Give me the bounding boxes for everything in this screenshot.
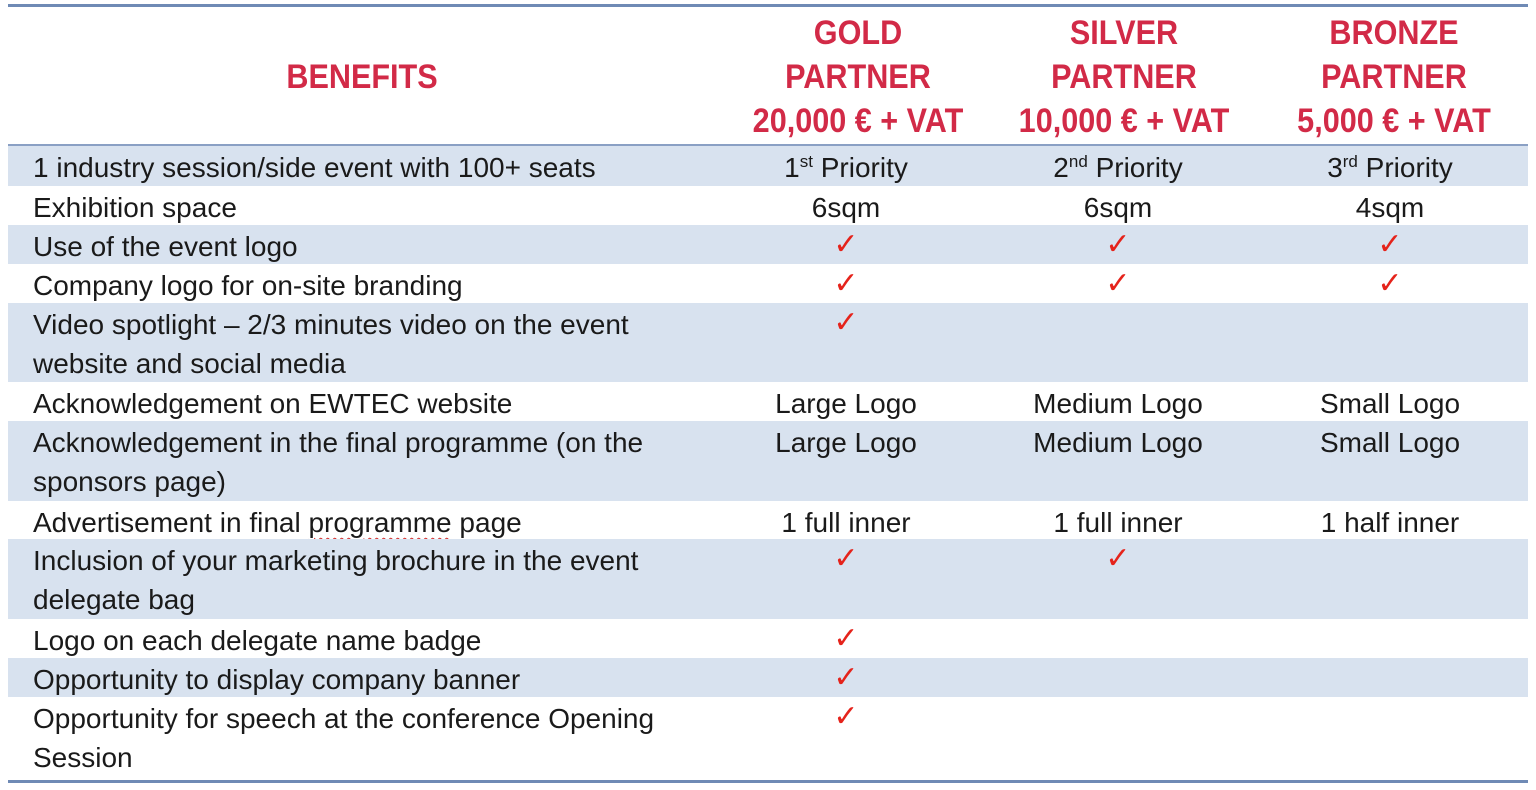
header-gold-partner — [732, 10, 984, 144]
bronze-value: 4sqm — [1355, 192, 1425, 223]
checkmark-icon: ✓ — [833, 267, 859, 300]
header-bronze-partner — [1268, 10, 1520, 144]
benefits-table-body — [8, 146, 1528, 775]
silver-value: 6sqm — [1083, 192, 1153, 223]
gold-tier-name: GOLD — [813, 14, 903, 52]
table-row — [8, 539, 1528, 619]
table-row — [8, 501, 1528, 539]
table-row — [8, 619, 1528, 658]
table-row — [8, 658, 1528, 697]
gold-tier-label: PARTNER — [785, 58, 931, 96]
bronze-tier-price: 5,000 € + VAT — [1297, 102, 1491, 140]
benefit-label: Acknowledgement on EWTEC website — [33, 388, 513, 419]
table-row — [8, 382, 1528, 421]
gold-value: 1st Priority — [784, 152, 908, 183]
gold-value: 1 full inner — [781, 507, 911, 538]
checkmark-icon: ✓ — [833, 542, 859, 575]
header-silver-partner — [998, 10, 1250, 144]
benefit-label: Exhibition space — [33, 192, 237, 223]
bronze-value: 3rd Priority — [1327, 152, 1453, 183]
benefit-label: Advertisement in final programme page — [33, 507, 522, 538]
table-row — [8, 421, 1528, 501]
bronze-value: Small Logo — [1319, 388, 1461, 419]
spellcheck-flagged-word: programme — [308, 507, 452, 538]
benefit-label: Inclusion of your marketing brochure in the event delegate bag — [33, 545, 639, 615]
gold-value: 6sqm — [811, 192, 881, 223]
benefit-label: Opportunity for speech at the conference Opening Session — [33, 703, 655, 773]
gold-tier-price: 20,000 € + VAT — [752, 102, 964, 140]
silver-value: 1 full inner — [1053, 507, 1183, 538]
table-row — [8, 697, 1528, 775]
table-row — [8, 303, 1528, 382]
table-row — [8, 186, 1528, 225]
table-row — [8, 264, 1528, 303]
bronze-value: Small Logo — [1319, 427, 1461, 458]
benefit-label: Acknowledgement in the final programme (on the sponsors page) — [33, 427, 644, 497]
table-row — [8, 225, 1528, 264]
bronze-tier-name: BRONZE — [1329, 14, 1459, 52]
checkmark-icon: ✓ — [833, 306, 859, 339]
header-benefits: BENEFITS — [286, 58, 438, 96]
gold-value: Large Logo — [775, 427, 917, 458]
checkmark-icon: ✓ — [833, 622, 859, 655]
benefit-label: Company logo for on-site branding — [33, 270, 463, 301]
silver-tier-name: SILVER — [1069, 14, 1179, 52]
silver-tier-label: PARTNER — [1051, 58, 1197, 96]
bronze-value: 1 half inner — [1320, 507, 1460, 538]
checkmark-icon: ✓ — [1105, 542, 1131, 575]
silver-value: 2nd Priority — [1053, 152, 1183, 183]
table-top-rule — [8, 4, 1528, 7]
checkmark-icon: ✓ — [833, 661, 859, 694]
benefit-label: Use of the event logo — [33, 231, 298, 262]
checkmark-icon: ✓ — [833, 228, 859, 261]
checkmark-icon: ✓ — [1105, 267, 1131, 300]
silver-tier-price: 10,000 € + VAT — [1018, 102, 1230, 140]
bronze-tier-label: PARTNER — [1321, 58, 1467, 96]
table-row — [8, 146, 1528, 186]
benefit-label: Logo on each delegate name badge — [33, 625, 482, 656]
benefit-label: Video spotlight – 2/3 minutes video on the event website and social media — [33, 309, 629, 379]
checkmark-icon: ✓ — [1377, 267, 1403, 300]
checkmark-icon: ✓ — [833, 700, 859, 733]
table-header — [8, 10, 1528, 144]
benefit-label: 1 industry session/side event with 100+ seats — [33, 152, 596, 183]
silver-value: Medium Logo — [1033, 427, 1203, 458]
checkmark-icon: ✓ — [1377, 228, 1403, 261]
gold-value: Large Logo — [775, 388, 917, 419]
table-bottom-rule — [8, 780, 1528, 783]
checkmark-icon: ✓ — [1105, 228, 1131, 261]
silver-value: Medium Logo — [1033, 388, 1203, 419]
benefit-label: Opportunity to display company banner — [33, 664, 521, 695]
